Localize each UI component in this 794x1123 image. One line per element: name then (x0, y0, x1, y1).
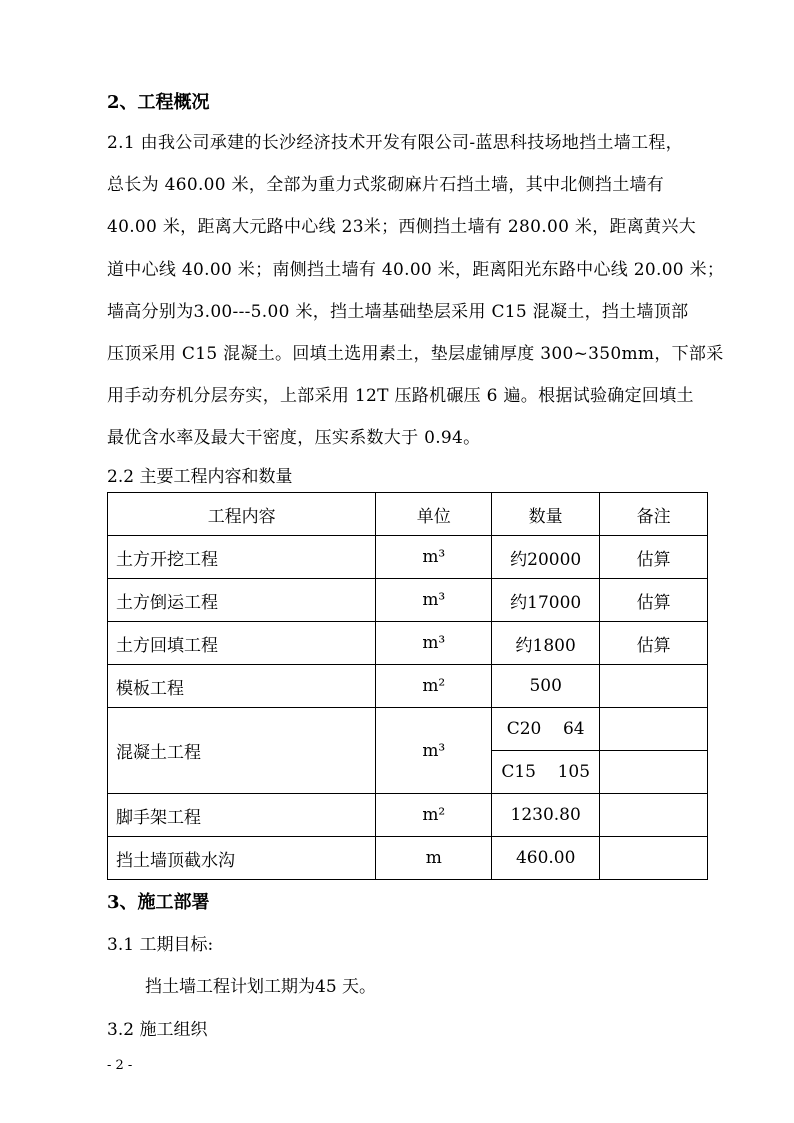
unit-cell: m³ (376, 622, 492, 665)
qty-cell: C20 64 (492, 708, 600, 751)
note-cell (600, 665, 708, 708)
table-row (108, 794, 708, 837)
qty-cell: 约17000 (492, 579, 600, 622)
item-cell: 脚手架工程 (108, 794, 376, 837)
qty-cell: 460.00 (492, 837, 600, 880)
unit-cell: m³ (376, 579, 492, 622)
item-cell: 土方倒运工程 (108, 579, 376, 622)
header-cell: 数量 (492, 493, 600, 536)
section-3-title: 3、施工部署 (107, 892, 210, 913)
table-row (108, 665, 708, 708)
table-header-row (108, 493, 708, 536)
schedule-text: 挡土墙工程计划工期为45 天。 (145, 977, 377, 997)
note-cell: 估算 (600, 536, 708, 579)
para-line: 墙高分别为3.00---5.00 米，挡土墙基础垫层采用 C15 混凝土，挡土墙顶部 (107, 302, 689, 322)
table-row (108, 622, 708, 665)
header-cell: 单位 (376, 493, 492, 536)
qty-cell: 500 (492, 665, 600, 708)
item-cell: 模板工程 (108, 665, 376, 708)
para-line: 总长为 460.00 米，全部为重力式浆砌麻片石挡土墙，其中北侧挡土墙有 (107, 175, 665, 195)
para-line: 用手动夯机分层夯实，上部采用 12T 压路机碾压 6 遍。根据试验确定回填土 (107, 386, 694, 406)
section-2-title: 2、工程概况 (107, 92, 210, 113)
para-line: 道中心线 40.00 米；南侧挡土墙有 40.00 米，距离阳光东路中心线 20.00 米； (107, 260, 725, 280)
header-cell: 备注 (600, 493, 708, 536)
para-line: 2.1 由我公司承建的长沙经济技术开发有限公司-蓝思科技场地挡土墙工程， (107, 133, 683, 153)
item-cell: 土方回填工程 (108, 622, 376, 665)
page-number: - 2 - (107, 1058, 133, 1073)
unit-cell: m (376, 837, 492, 880)
subsection-3-2-title: 3.2 施工组织 (107, 1020, 208, 1040)
para-line: 最优含水率及最大干密度，压实系数大于 0.94。 (107, 428, 481, 448)
unit-cell: m² (376, 665, 492, 708)
note-cell (600, 708, 708, 751)
subsection-2-2-title: 2.2 主要工程内容和数量 (107, 467, 293, 487)
table-row (108, 837, 708, 880)
qty-cell: 1230.80 (492, 794, 600, 837)
unit-cell: m² (376, 794, 492, 837)
item-cell: 挡土墙顶截水沟 (108, 837, 376, 880)
note-cell (600, 751, 708, 794)
para-line: 压顶采用 C15 混凝土。回填土选用素土，垫层虚铺厚度 300~350mm，下部采 (107, 344, 724, 364)
quantities-table (107, 492, 708, 880)
table-row (108, 579, 708, 622)
unit-cell: m³ (376, 708, 492, 794)
header-cell: 工程内容 (108, 493, 376, 536)
qty-cell: 约20000 (492, 536, 600, 579)
unit-cell: m³ (376, 536, 492, 579)
note-cell (600, 837, 708, 880)
table-row (108, 708, 708, 751)
qty-cell: C15 105 (492, 751, 600, 794)
table-row (108, 536, 708, 579)
qty-cell: 约1800 (492, 622, 600, 665)
note-cell: 估算 (600, 622, 708, 665)
item-cell: 混凝土工程 (108, 708, 376, 794)
subsection-3-1-title: 3.1 工期目标: (107, 935, 214, 955)
note-cell: 估算 (600, 579, 708, 622)
note-cell (600, 794, 708, 837)
para-line: 40.00 米，距离大元路中心线 23米；西侧挡土墙有 280.00 米，距离黄兴大 (107, 217, 696, 237)
item-cell: 土方开挖工程 (108, 536, 376, 579)
